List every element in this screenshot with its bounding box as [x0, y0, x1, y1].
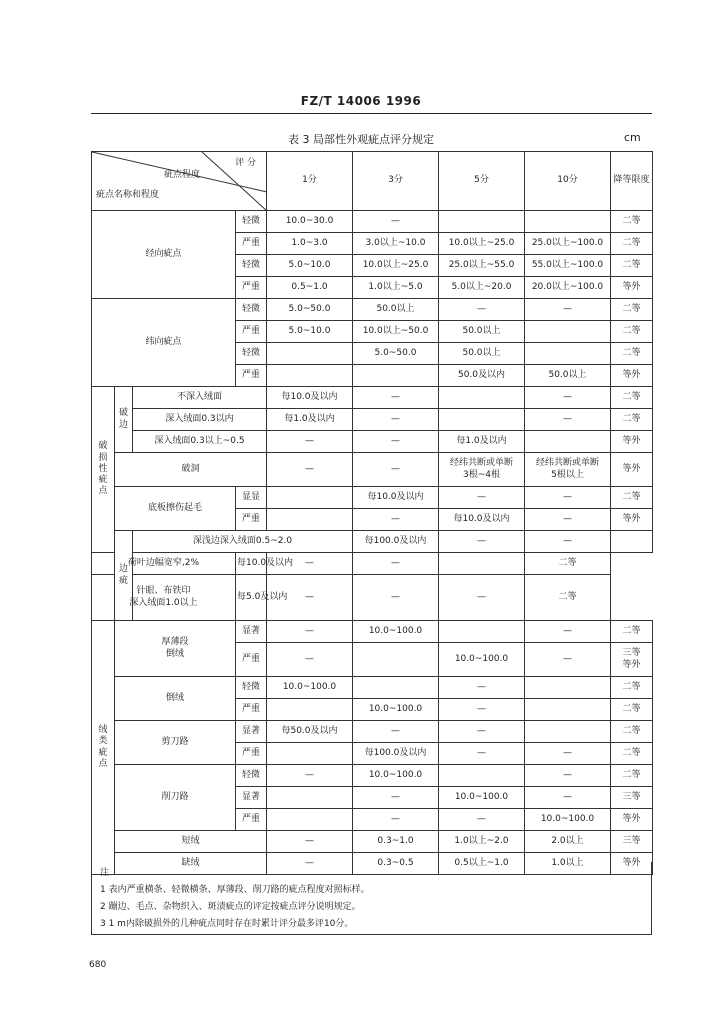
defect-name-cell: 深入绒面0.3以内	[133, 409, 267, 431]
col-header-5: 5分	[439, 152, 525, 211]
grade-cell: 二等	[611, 321, 653, 343]
grade-cell: 二等	[611, 621, 653, 643]
table-row	[92, 621, 653, 643]
defect-name-cell: 短绒	[115, 831, 267, 853]
degree-cell: 轻微	[236, 677, 267, 699]
score-1-cell: —	[267, 765, 353, 787]
degree-cell: 轻微	[236, 343, 267, 365]
defect-name-cell: 削刀路	[115, 765, 236, 831]
score-10-cell	[525, 343, 611, 365]
score-5-cell: 50.0及以内	[439, 365, 525, 387]
grade-cell: 二等	[611, 387, 653, 409]
score-1-cell: 每10.0及以内	[236, 553, 267, 575]
score-5-cell: —	[525, 531, 611, 553]
table-row	[92, 387, 653, 409]
score-3-cell: —	[267, 553, 353, 575]
score-1-cell	[267, 509, 353, 531]
score-3-cell: 1.0以上~5.0	[353, 277, 439, 299]
defect-name-cell: 倒绒	[115, 677, 236, 721]
defect-name-cell: 剪刀路	[115, 721, 236, 765]
score-5-cell: —	[439, 299, 525, 321]
score-3-cell: 10.0~100.0	[353, 699, 439, 721]
grade-cell: 等外	[611, 431, 653, 453]
score-10-cell: —	[439, 575, 525, 621]
score-3-cell: 0.3~1.0	[353, 831, 439, 853]
grade-cell: 三等 等外	[611, 643, 653, 677]
score-3-cell: —	[267, 575, 353, 621]
score-10-cell: 25.0以上~100.0	[525, 233, 611, 255]
score-10-cell: 50.0以上	[525, 365, 611, 387]
score-10-cell: 20.0以上~100.0	[525, 277, 611, 299]
score-3-cell: 5.0~50.0	[353, 343, 439, 365]
table-row	[92, 721, 653, 743]
note-item: 3 1 m内除破损外的几种疵点同时存在时累计评分最多评10分。	[100, 919, 354, 929]
score-1-cell: 0.5~1.0	[267, 277, 353, 299]
col-header-grade: 降等限度	[611, 152, 653, 211]
defect-name-cell: 厚薄段 倒绒	[115, 621, 236, 677]
degree-axis-label: 疵点程度	[164, 170, 201, 180]
score-1-cell	[267, 699, 353, 721]
table-caption: 表 3 局部性外观疵点评分规定	[288, 133, 434, 146]
score-10-cell: —	[525, 787, 611, 809]
score-3-cell: —	[353, 431, 439, 453]
score-3-cell: —	[353, 809, 439, 831]
score-3-cell: —	[353, 453, 439, 487]
table-row	[92, 487, 653, 509]
score-3-cell: —	[353, 721, 439, 743]
score-1-cell: —	[267, 431, 353, 453]
score-1-cell	[267, 809, 353, 831]
defect-name-cell: 底板擦伤起毛	[115, 487, 236, 531]
score-5-cell: —	[439, 677, 525, 699]
score-1-cell	[267, 787, 353, 809]
score-5-cell: —	[439, 721, 525, 743]
table-notes	[91, 862, 652, 935]
score-10-cell: —	[525, 643, 611, 677]
grade-cell: 二等	[611, 255, 653, 277]
score-5-cell: 25.0以上~55.0	[439, 255, 525, 277]
score-5-cell	[439, 387, 525, 409]
score-1-cell: 10.0~100.0	[267, 677, 353, 699]
table-row	[92, 831, 653, 853]
score-1-cell	[267, 487, 353, 509]
score-3-cell: —	[439, 531, 525, 553]
score-1-cell	[267, 365, 353, 387]
score-1-cell: 5.0~10.0	[267, 255, 353, 277]
score-5-cell: —	[439, 699, 525, 721]
score-5-cell: 10.0~100.0	[439, 787, 525, 809]
score-10-cell	[611, 531, 653, 553]
score-1-cell: 每50.0及以内	[267, 721, 353, 743]
score-3-cell: 3.0以上~10.0	[353, 233, 439, 255]
header-rule	[91, 113, 652, 114]
degree-cell: 严重	[236, 643, 267, 677]
score-3-cell: —	[353, 509, 439, 531]
degree-cell: 显著	[236, 721, 267, 743]
score-1-cell: —	[267, 621, 353, 643]
score-3-cell: 10.0以上~25.0	[353, 255, 439, 277]
score-5-cell: 每10.0及以内	[439, 509, 525, 531]
degree-cell: 严重	[236, 743, 267, 765]
score-10-cell: —	[525, 487, 611, 509]
score-axis-label: 评 分	[235, 158, 256, 168]
score-5-cell: 1.0以上~2.0	[439, 831, 525, 853]
table-row	[92, 453, 653, 487]
grade-cell: 等外	[611, 453, 653, 487]
score-3-cell	[353, 677, 439, 699]
score-3-cell: —	[353, 787, 439, 809]
table-row	[92, 211, 653, 233]
score-10-cell: —	[525, 299, 611, 321]
score-3-cell: 10.0~100.0	[353, 621, 439, 643]
score-1-cell: —	[267, 831, 353, 853]
score-5-cell: —	[439, 487, 525, 509]
degree-cell: 严重	[236, 365, 267, 387]
table-row	[92, 299, 653, 321]
score-5-cell: 每1.0及以内	[439, 431, 525, 453]
defect-name-cell: 深浅边深入绒面0.5~2.0	[133, 531, 353, 553]
score-3-cell: 10.0~100.0	[353, 765, 439, 787]
grade-cell: 二等	[611, 765, 653, 787]
degree-cell: 显著	[236, 621, 267, 643]
score-5-cell: —	[439, 809, 525, 831]
score-3-cell	[353, 365, 439, 387]
score-1-cell: —	[267, 853, 353, 875]
warp-defect-label: 经向疵点	[92, 211, 236, 299]
score-10-cell	[525, 431, 611, 453]
degree-cell: 轻微	[236, 211, 267, 233]
score-5-cell	[439, 409, 525, 431]
score-10-cell	[525, 721, 611, 743]
score-10-cell: —	[525, 509, 611, 531]
degree-cell: 轻微	[236, 299, 267, 321]
score-1-cell: —	[267, 643, 353, 677]
score-10-cell: 10.0~100.0	[525, 809, 611, 831]
score-5-cell: —	[439, 743, 525, 765]
degree-cell: 严重	[236, 509, 267, 531]
score-1-cell: 每5.0及以内	[236, 575, 267, 621]
unit-label: cm	[624, 131, 641, 144]
score-1-cell: 每100.0及以内	[353, 531, 439, 553]
col-header-3: 3分	[353, 152, 439, 211]
degree-cell: 严重	[236, 809, 267, 831]
grade-cell: 等外	[611, 509, 653, 531]
score-5-cell: 0.5以上~1.0	[439, 853, 525, 875]
degree-cell: 严重	[236, 321, 267, 343]
score-10-cell: —	[525, 409, 611, 431]
score-10-cell	[525, 211, 611, 233]
score-3-cell: 每10.0及以内	[353, 487, 439, 509]
name-axis-label: 疵点名称和程度	[96, 190, 160, 200]
degree-cell: 严重	[236, 233, 267, 255]
grade-cell: 等外	[611, 365, 653, 387]
broken-edge-label: 破 边	[115, 387, 133, 453]
grade-cell: 二等	[611, 409, 653, 431]
grade-cell: 二等	[611, 721, 653, 743]
grade-cell: 二等	[611, 233, 653, 255]
degree-cell: 显显	[236, 487, 267, 509]
score-3-cell: —	[353, 211, 439, 233]
grade-cell: 二等	[611, 299, 653, 321]
score-10-cell: 2.0以上	[525, 831, 611, 853]
score-1-cell: 1.0~3.0	[267, 233, 353, 255]
score-1-cell: 每10.0及以内	[267, 387, 353, 409]
page-number: 680	[89, 960, 107, 970]
col-header-10: 10分	[525, 152, 611, 211]
degree-cell: 轻微	[236, 255, 267, 277]
score-5-cell: 5.0以上~20.0	[439, 277, 525, 299]
table-row	[92, 677, 653, 699]
score-5-cell	[439, 621, 525, 643]
score-10-cell	[525, 677, 611, 699]
score-5-cell	[439, 211, 525, 233]
col-header-1: 1分	[267, 152, 353, 211]
diagonal-header-cell	[92, 152, 267, 211]
score-3-cell: 0.3~0.5	[353, 853, 439, 875]
score-10-cell: —	[525, 621, 611, 643]
score-1-cell: 5.0~50.0	[267, 299, 353, 321]
degree-cell: 显著	[236, 787, 267, 809]
score-3-cell: 10.0以上~50.0	[353, 321, 439, 343]
defect-name-cell: 破洞	[115, 453, 267, 487]
score-10-cell	[525, 699, 611, 721]
defect-name-cell: 针眼、布铁印 深入绒面1.0以上	[92, 575, 236, 621]
table-row	[92, 575, 653, 621]
score-1-cell	[267, 743, 353, 765]
table-header-row	[92, 152, 653, 211]
defect-scoring-table	[91, 151, 653, 875]
note-item: 1 表内严重横条、轻微横条、厚薄段、削刀路的疵点程度对照标样。	[100, 885, 370, 895]
grade-cell: 二等	[525, 575, 611, 621]
score-1-cell: 10.0~30.0	[267, 211, 353, 233]
damage-defect-label: 破 损 性 疵 点	[92, 387, 115, 553]
score-1-cell: 5.0~10.0	[267, 321, 353, 343]
table-row	[92, 553, 653, 575]
score-1-cell: 每1.0及以内	[267, 409, 353, 431]
grade-cell: 二等	[525, 553, 611, 575]
weft-defect-label: 纬向疵点	[92, 299, 236, 387]
score-5-cell: 50.0以上	[439, 321, 525, 343]
score-10-cell	[439, 553, 525, 575]
score-3-cell: 每100.0及以内	[353, 743, 439, 765]
grade-cell: 二等	[611, 487, 653, 509]
score-10-cell: —	[525, 765, 611, 787]
notes-title: 注	[100, 868, 110, 878]
score-3-cell: —	[353, 387, 439, 409]
pile-defect-label: 绒 类 疵 点	[92, 621, 115, 875]
score-3-cell	[353, 643, 439, 677]
defect-name-cell: 深入绒面0.3以上~0.5	[133, 431, 267, 453]
score-5-cell: —	[353, 575, 439, 621]
score-3-cell: —	[353, 409, 439, 431]
grade-cell: 二等	[611, 343, 653, 365]
score-3-cell: 50.0以上	[353, 299, 439, 321]
score-5-cell: 10.0以上~25.0	[439, 233, 525, 255]
table-row	[92, 431, 653, 453]
standard-number: FZ/T 14006 1996	[300, 94, 422, 108]
grade-cell: 三等	[611, 787, 653, 809]
score-5-cell: 10.0~100.0	[439, 643, 525, 677]
grade-cell: 等外	[611, 277, 653, 299]
edge-defect-label: 边 疵	[115, 531, 133, 621]
score-1-cell	[267, 343, 353, 365]
table-row	[92, 409, 653, 431]
grade-cell: 二等	[611, 677, 653, 699]
table-row	[92, 531, 653, 553]
table-row	[92, 765, 653, 787]
grade-cell: 二等	[611, 699, 653, 721]
degree-cell: 严重	[236, 277, 267, 299]
note-item: 2 蹦边、毛点、杂物织入、斑渍疵点的评定按疵点评分说明规定。	[100, 902, 361, 912]
score-5-cell: 50.0以上	[439, 343, 525, 365]
degree-cell: 严重	[236, 699, 267, 721]
score-10-cell: 55.0以上~100.0	[525, 255, 611, 277]
score-10-cell: 1.0以上	[525, 853, 611, 875]
degree-cell: 轻微	[236, 765, 267, 787]
score-10-cell	[525, 321, 611, 343]
defect-name-cell: 缺绒	[115, 853, 267, 875]
score-10-cell: —	[525, 387, 611, 409]
grade-cell: 等外	[611, 809, 653, 831]
grade-cell: 三等	[611, 831, 653, 853]
score-1-cell: —	[267, 453, 353, 487]
score-10-cell: 经纬共断或单断 5根以上	[525, 453, 611, 487]
score-10-cell: —	[525, 743, 611, 765]
grade-cell: 等外	[611, 853, 653, 875]
defect-name-cell: 荷叶边幅宽窄,2%	[92, 553, 236, 575]
score-5-cell: —	[353, 553, 439, 575]
grade-cell: 二等	[611, 211, 653, 233]
score-5-cell: 经纬共断或单断 3根~4根	[439, 453, 525, 487]
score-5-cell	[439, 765, 525, 787]
defect-name-cell: 不深入绒面	[133, 387, 267, 409]
grade-cell: 二等	[611, 743, 653, 765]
